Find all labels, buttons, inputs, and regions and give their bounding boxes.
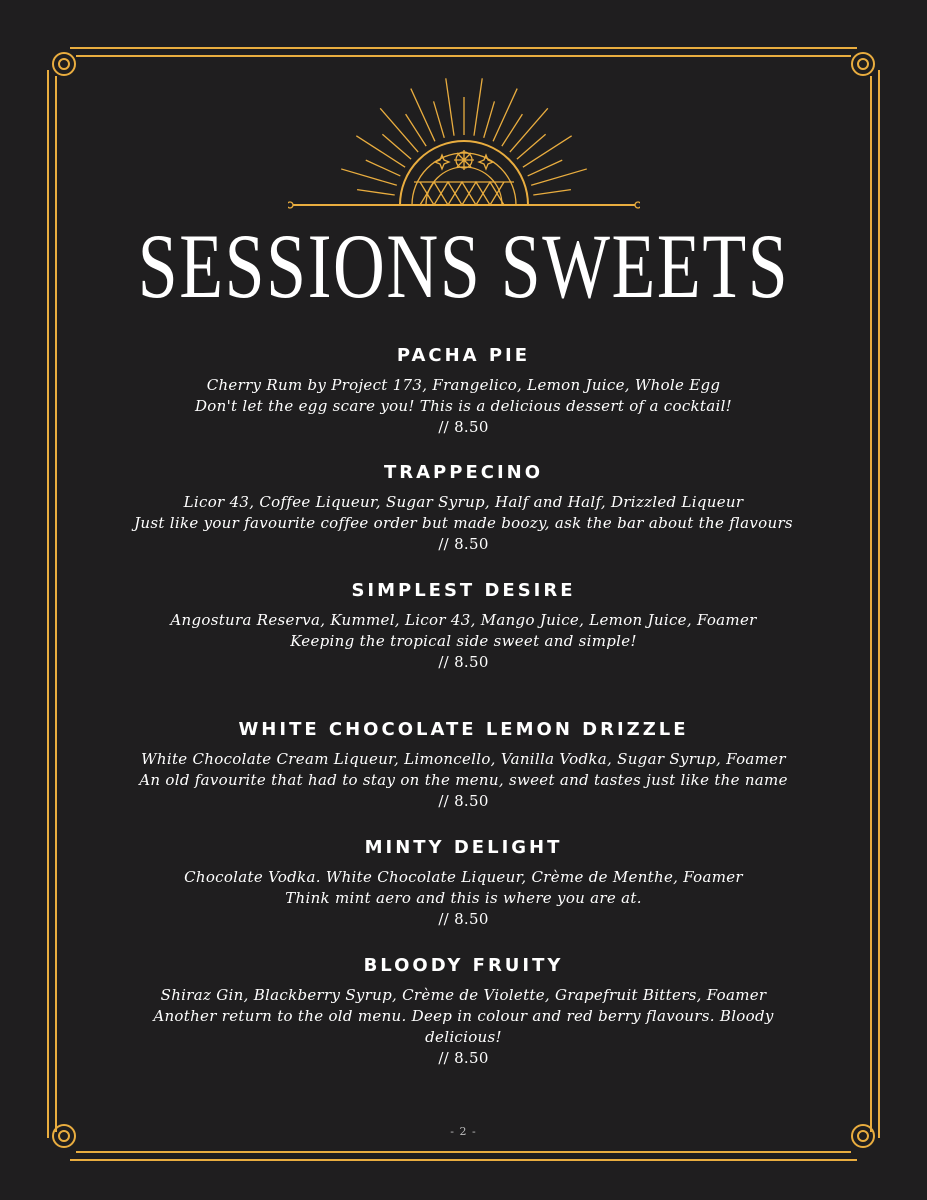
- sunburst-emblem-icon: [288, 70, 640, 210]
- item-ingredients: Chocolate Vodka. White Chocolate Liqueur, Crème de Menthe, Foamer: [184, 868, 743, 886]
- item-price: // 8.50: [438, 792, 489, 810]
- sunburst-ray: [380, 108, 418, 152]
- item-description: Another return to the old menu. Deep in colour and red berry flavours. Bloody delicious!: [153, 1007, 774, 1046]
- item-name: SIMPLEST DESIRE: [351, 580, 576, 601]
- menu-item: [100, 578, 827, 673]
- menu-item: [100, 460, 827, 555]
- sunburst-ray: [446, 78, 454, 135]
- item-name: BLOODY FRUITY: [363, 955, 564, 976]
- sunburst-ray: [341, 169, 397, 185]
- item-name: PACHA PIE: [396, 345, 531, 366]
- sunburst-ray: [434, 101, 445, 137]
- sunburst-ray: [493, 89, 517, 142]
- item-ingredients: Shiraz Gin, Blackberry Syrup, Crème de Violette, Grapefruit Bitters, Foamer: [160, 986, 767, 1004]
- sunburst-ray: [523, 136, 572, 167]
- item-price: // 8.50: [438, 535, 489, 553]
- item-ingredients: Licor 43, Coffee Liqueur, Sugar Syrup, Half and Half, Drizzled Liqueur: [183, 493, 744, 511]
- page-number: - 2 -: [450, 1125, 477, 1138]
- item-description: Don't let the egg scare you! This is a delicious dessert of a cocktail!: [194, 397, 733, 415]
- item-description: An old favourite that had to stay on the menu, sweet and tastes just like the name: [139, 771, 788, 789]
- item-price: // 8.50: [438, 653, 489, 671]
- item-price: // 8.50: [438, 1049, 489, 1067]
- item-ingredients: Angostura Reserva, Kummel, Licor 43, Mango Juice, Lemon Juice, Foamer: [170, 611, 757, 629]
- menu-item: [125, 953, 802, 1069]
- sunburst-ray: [533, 190, 571, 195]
- menu-item: [100, 343, 827, 438]
- menu-item: [100, 835, 827, 930]
- item-description: Think mint aero and this is where you are at.: [285, 889, 642, 907]
- menu-item: [100, 717, 827, 812]
- item-name: TRAPPECINO: [383, 462, 544, 483]
- item-price: // 8.50: [438, 418, 489, 436]
- sunburst-ray: [484, 101, 495, 137]
- page-title: SESSIONS SWEETS: [137, 215, 790, 317]
- item-description: Keeping the tropical side sweet and simple!: [290, 632, 637, 650]
- sunburst-ray: [531, 169, 587, 185]
- item-name: WHITE CHOCOLATE LEMON DRIZZLE: [238, 719, 689, 740]
- item-price: // 8.50: [438, 910, 489, 928]
- sunburst-ray: [528, 160, 563, 176]
- sunburst-ray: [411, 89, 435, 142]
- sunburst-ray: [357, 190, 395, 195]
- sunburst-ray: [510, 108, 548, 152]
- sunburst-ray: [356, 136, 405, 167]
- item-ingredients: White Chocolate Cream Liqueur, Limoncello, Vanilla Vodka, Sugar Syrup, Foamer: [141, 750, 786, 768]
- sunburst-ray: [366, 160, 401, 176]
- item-ingredients: Cherry Rum by Project 173, Frangelico, Lemon Juice, Whole Egg: [206, 376, 721, 394]
- item-name: MINTY DELIGHT: [364, 837, 563, 858]
- sunburst-ray: [474, 78, 482, 135]
- item-description: Just like your favourite coffee order but made boozy, ask the bar about the flavours: [134, 514, 793, 532]
